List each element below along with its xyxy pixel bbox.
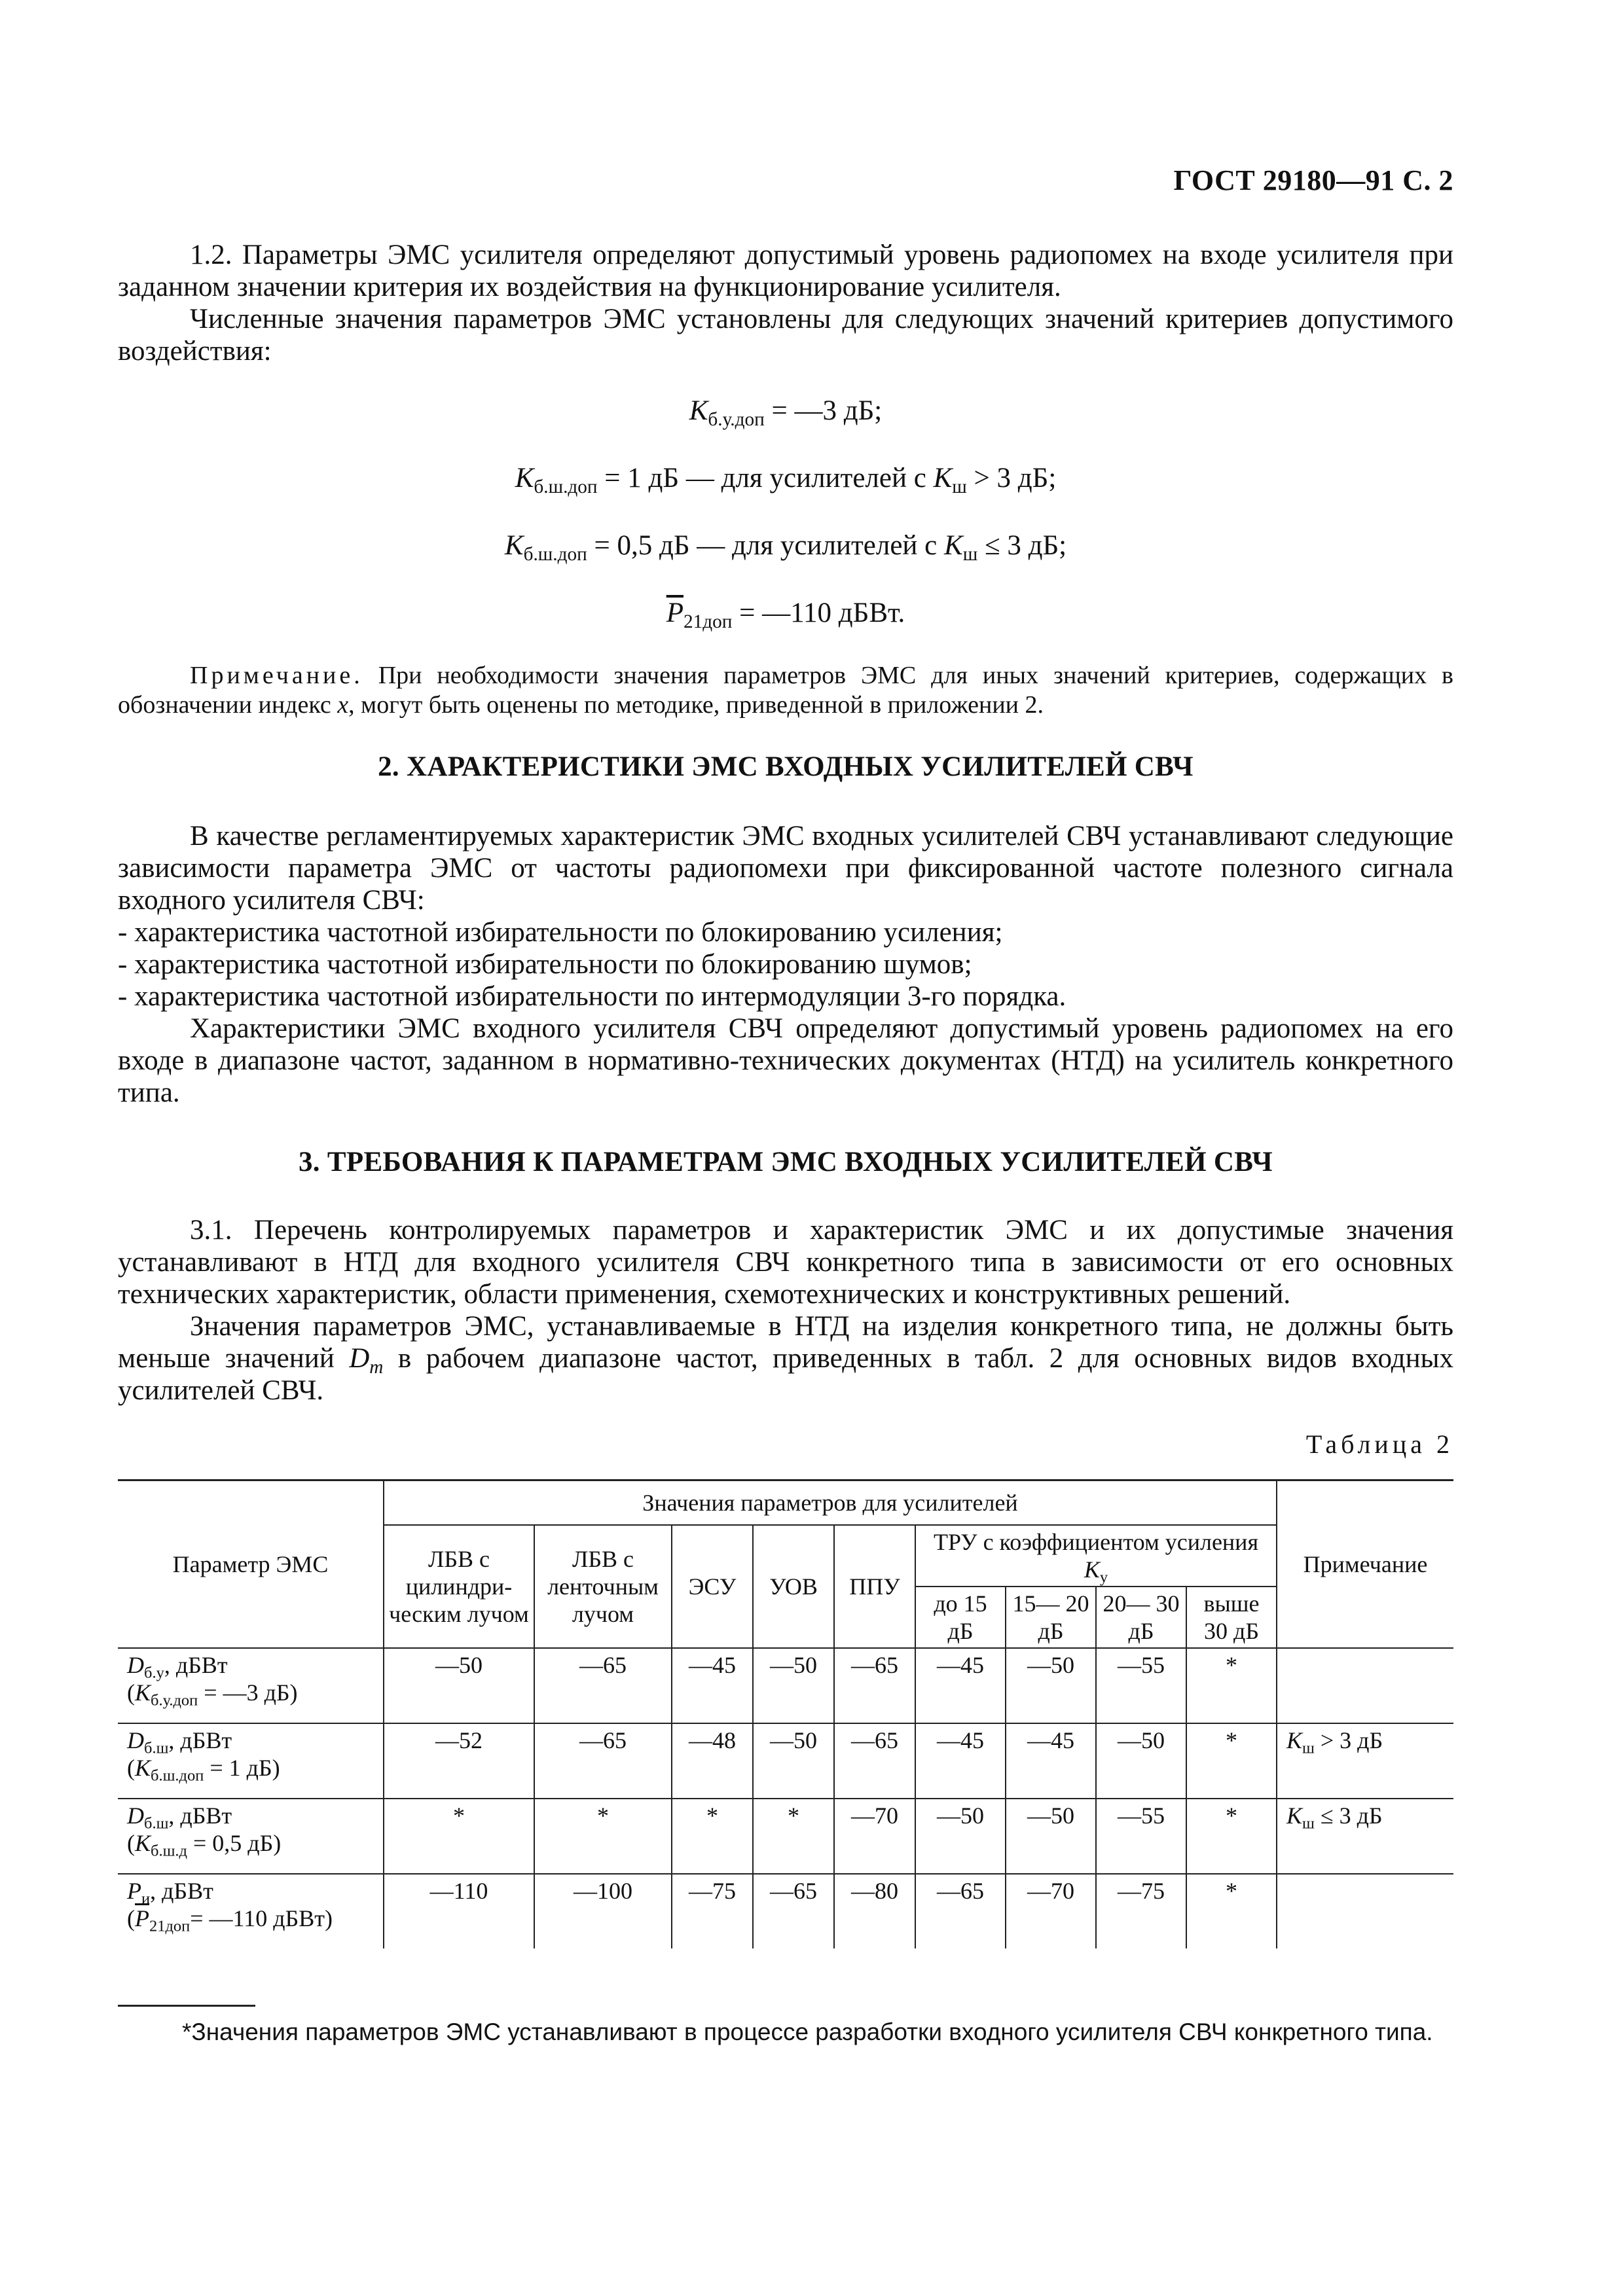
footnote-divider bbox=[118, 2005, 255, 2007]
paragraph-2-outro: Характеристики ЭМС входного усилителя СВЧ определяют допустимый уровень радиопомех на его входе в диапазоне частот, заданном в нормативно-технических документах (НТД) на усилитель конкретного типа. bbox=[118, 1013, 1453, 1108]
value-cell: —45 bbox=[915, 1723, 1006, 1799]
value-cell: —65 bbox=[753, 1874, 834, 1948]
col-header-group: Значения параметров для усилителей bbox=[384, 1480, 1277, 1525]
value-cell: —45 bbox=[1006, 1723, 1096, 1799]
value-cell: —80 bbox=[834, 1874, 915, 1948]
col-header-tru-sub: 20— 30 дБ bbox=[1096, 1587, 1186, 1648]
param-cell: $D_{б.ш}$, дБВт ($K_{б.ш.доп} = 1$ дБ) bbox=[118, 1723, 384, 1799]
list-item: - характеристика частотной избирательности по интермодуляции 3-го порядка. bbox=[118, 981, 1067, 1012]
value-cell: —50 bbox=[753, 1723, 834, 1799]
value-cell: —75 bbox=[1096, 1874, 1186, 1948]
value-cell: * bbox=[753, 1799, 834, 1874]
paragraph-2-intro: В качестве регламентируемых характеристик ЭМС входных усилителей СВЧ устанавливают следующие зависимости параметра ЭМС от частоты радиопомехи при фиксированной частоте полезного сигнала входного усилителя СВЧ: bbox=[118, 821, 1453, 916]
value-cell: —65 bbox=[834, 1648, 915, 1723]
col-header-tru: ТРУ с коэффициентом усиления $K_у$ bbox=[915, 1525, 1277, 1587]
value-cell: —70 bbox=[1006, 1874, 1096, 1948]
table-caption: Таблица 2 bbox=[1305, 1429, 1453, 1459]
col-header-tru-sub: выше 30 дБ bbox=[1186, 1587, 1277, 1648]
table-row bbox=[118, 1648, 1453, 1723]
col-header-note: Примечание bbox=[1277, 1480, 1453, 1648]
value-cell: —100 bbox=[534, 1874, 672, 1948]
section-3-title: 3. ТРЕБОВАНИЯ К ПАРАМЕТРАМ ЭМС ВХОДНЫХ УСИЛИТЕЛЕЙ СВЧ bbox=[299, 1147, 1273, 1177]
value-cell: —45 bbox=[915, 1648, 1006, 1723]
value-cell: —75 bbox=[672, 1874, 753, 1948]
emc-parameters-table bbox=[118, 1479, 1453, 1948]
table-body bbox=[118, 1648, 1453, 1948]
value-cell: —110 bbox=[384, 1874, 534, 1948]
param-cell: $D_{б.у}$, дБВт ($K_{б.у.доп}$ = —3 дБ) bbox=[118, 1648, 384, 1723]
value-cell: * bbox=[1186, 1874, 1277, 1948]
page-header: ГОСТ 29180—91 С. 2 bbox=[1173, 164, 1453, 196]
table-row bbox=[118, 1874, 1453, 1948]
col-header-tru-sub: до 15 дБ bbox=[915, 1587, 1006, 1648]
section-3-body bbox=[118, 1214, 1453, 1407]
col-header-ppu: ППУ bbox=[834, 1525, 915, 1648]
value-cell: —45 bbox=[672, 1648, 753, 1723]
section-1-2 bbox=[118, 239, 1453, 367]
formula-kbsh-1: $K_{б.ш.доп} = 1$ дБ — для усилителей с $K_ш > 3$ дБ; bbox=[515, 463, 1057, 497]
section-2-body bbox=[118, 820, 1453, 1109]
value-cell: * bbox=[1186, 1799, 1277, 1874]
value-cell: —55 bbox=[1096, 1799, 1186, 1874]
col-header-param: Параметр ЭМС bbox=[118, 1480, 384, 1648]
value-cell: —50 bbox=[915, 1799, 1006, 1874]
value-cell: * bbox=[672, 1799, 753, 1874]
paragraph-3-values: Значения параметров ЭМС, устанавливаемые в НТД на изделия конкретного типа, не должны быть меньше значений $D_m$ в рабочем диапазоне частот, приведенных в табл. 2 для основных видов входных усилителей СВЧ. bbox=[118, 1311, 1453, 1406]
param-cell: $P_и$, дБВт ($\overline{P}_{21доп}=$ —110 дБВт) bbox=[118, 1874, 384, 1948]
value-cell: —70 bbox=[834, 1799, 915, 1874]
section-2-title: 2. ХАРАКТЕРИСТИКИ ЭМС ВХОДНЫХ УСИЛИТЕЛЕЙ СВЧ bbox=[378, 751, 1194, 782]
value-cell: —50 bbox=[1006, 1799, 1096, 1874]
formula-kbsh-2: $K_{б.ш.доп} = 0,5$ дБ — для усилителей с $K_ш \le 3$ дБ; bbox=[504, 530, 1067, 565]
list-item: - характеристика частотной избирательности по блокированию шумов; bbox=[118, 949, 972, 980]
list-item: - характеристика частотной избирательности по блокированию усиления; bbox=[118, 917, 1003, 948]
value-cell: —48 bbox=[672, 1723, 753, 1799]
value-cell: —65 bbox=[534, 1648, 672, 1723]
note-cell: $K_ш > 3$ дБ bbox=[1277, 1723, 1453, 1799]
note-cell bbox=[1277, 1874, 1453, 1948]
col-header-uov: УОВ bbox=[753, 1525, 834, 1648]
formula-kbu: $K_{б.у.доп}$ = —3 дБ; bbox=[689, 395, 883, 430]
value-cell: —50 bbox=[1006, 1648, 1096, 1723]
value-cell: —50 bbox=[384, 1648, 534, 1723]
value-cell: * bbox=[1186, 1723, 1277, 1799]
formula-p21: $\overline{P}_{21доп}$ = —110 дБВт. bbox=[666, 598, 905, 632]
value-cell: —50 bbox=[753, 1648, 834, 1723]
value-cell: —65 bbox=[834, 1723, 915, 1799]
paragraph-criteria: Численные значения параметров ЭМС установлены для следующих значений критериев допустимого воздействия: bbox=[118, 304, 1453, 367]
note-cell: $K_ш \le 3$ дБ bbox=[1277, 1799, 1453, 1874]
note-block bbox=[118, 661, 1453, 720]
col-header-esu: ЭСУ bbox=[672, 1525, 753, 1648]
table-row bbox=[118, 1799, 1453, 1874]
paragraph-1-2: 1.2. Параметры ЭМС усилителя определяют допустимый уровень радиопомех на входе усилителя при заданном значении критерия их воздействия на функционирование усилителя. bbox=[118, 240, 1453, 302]
value-cell: —55 bbox=[1096, 1648, 1186, 1723]
value-cell: * bbox=[384, 1799, 534, 1874]
note-label: Примечание. bbox=[190, 662, 363, 689]
value-cell: —65 bbox=[534, 1723, 672, 1799]
paragraph-3-1: 3.1. Перечень контролируемых параметров и характеристик ЭМС и их допустимые значения устанавливают в НТД для входного усилителя СВЧ конкретного типа в зависимости от его основных технических характеристик, области применения, схемотехнических и конструктивных решений. bbox=[118, 1215, 1453, 1310]
param-cell: $D_{б.ш}$, дБВт ($K_{б.ш.д} = 0,5$ дБ) bbox=[118, 1799, 384, 1874]
value-cell: —50 bbox=[1096, 1723, 1186, 1799]
value-cell: —65 bbox=[915, 1874, 1006, 1948]
value-cell: * bbox=[534, 1799, 672, 1874]
footnote: *Значения параметров ЭМС устанавливают в процессе разработки входного усилителя СВЧ конкретного типа. bbox=[182, 2018, 1433, 2045]
note-paragraph: Примечание. При необходимости значения параметров ЭМС для иных значений критериев, содержащих в обозначении индекс x, могут быть оценены по методике, приведенной в приложении 2. bbox=[118, 662, 1453, 719]
value-cell: —52 bbox=[384, 1723, 534, 1799]
col-header-lbv-cyl: ЛБВ с цилиндри-ческим лучом bbox=[384, 1525, 534, 1648]
section-3 bbox=[118, 1146, 1453, 1178]
table-row bbox=[118, 1723, 1453, 1799]
section-2 bbox=[118, 751, 1453, 783]
col-header-lbv-tape: ЛБВ с ленточным лучом bbox=[534, 1525, 672, 1648]
note-cell bbox=[1277, 1648, 1453, 1723]
col-header-tru-sub: 15— 20 дБ bbox=[1006, 1587, 1096, 1648]
value-cell: * bbox=[1186, 1648, 1277, 1723]
